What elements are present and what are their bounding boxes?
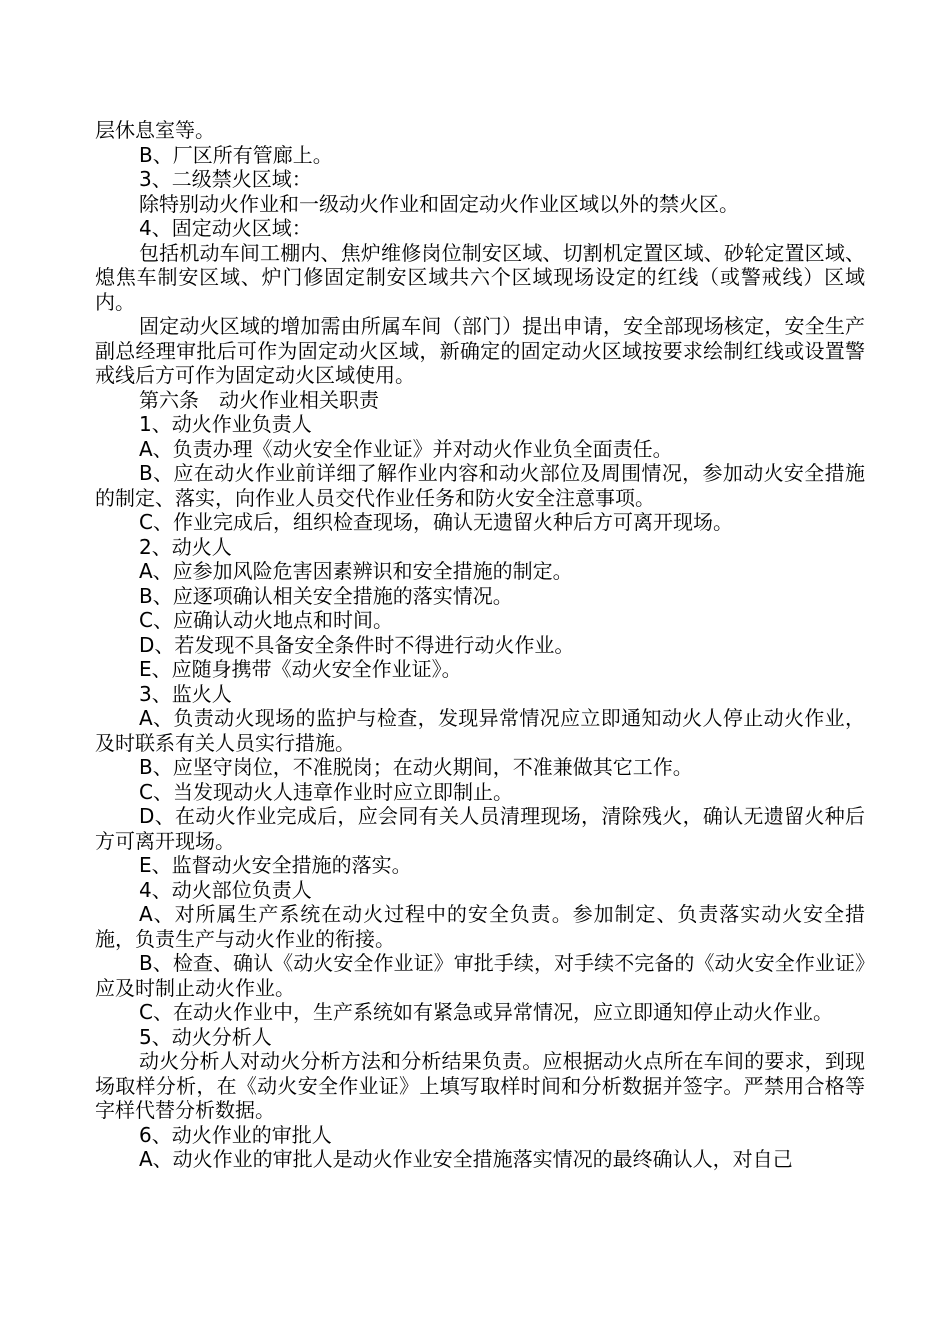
section-heading-analyst: 5、动火分析人 bbox=[139, 1024, 272, 1049]
list-item: D、在动火作业完成后，应会同有关人员清理现场，清除残火，确认无遗留火种后方可离开现场。 bbox=[95, 804, 865, 853]
list-item: C、在动火作业中，生产系统如有紧急或异常情况，应立即通知停止动火作业。 bbox=[139, 1000, 833, 1024]
section-heading-work-leader: 1、动火作业负责人 bbox=[139, 412, 312, 436]
list-item: E、应随身携带《动火安全作业证》。 bbox=[139, 657, 462, 681]
list-item: B、应在动火作业前详细了解作业内容和动火部位及周围情况，参加动火安全措施的制定、落实，向作业人员交代作业任务和防火安全注意事项。 bbox=[95, 461, 865, 510]
list-item: C、当发现动火人违章作业时应立即制止。 bbox=[139, 779, 513, 804]
section-heading-level2-zone: 3、二级禁火区域： bbox=[139, 167, 312, 191]
document-page bbox=[95, 118, 865, 1172]
paragraph-continuation: 层休息室等。 bbox=[95, 118, 215, 142]
paragraph-fixed-zone-list: 包括机动车间工棚内、焦炉维修岗位制安区域、切割机定置区域、砂轮定置区域、熄焦车制安区域、炉门修固定制安区域共六个区域现场设定的红线（或警戒线）区域内。 bbox=[95, 240, 865, 314]
list-item: A、应参加风险危害因素辨识和安全措施的制定。 bbox=[139, 559, 573, 583]
list-item: E、监督动火安全措施的落实。 bbox=[139, 853, 412, 877]
article-heading-six: 第六条 动火作业相关职责 bbox=[139, 387, 379, 412]
list-item: B、应逐项确认相关安全措施的落实情况。 bbox=[139, 583, 513, 608]
list-item: C、作业完成后，组织检查现场，确认无遗留火种后方可离开现场。 bbox=[139, 510, 733, 534]
list-item: B、检查、确认《动火安全作业证》审批手续，对手续不完备的《动火安全作业证》应及时制止动火作业。 bbox=[95, 951, 865, 1000]
list-item: A、动火作业的审批人是动火作业安全措施落实情况的最终确认人，对自己 bbox=[139, 1147, 793, 1171]
paragraph-analyst-duty: 动火分析人对动火分析方法和分析结果负责。应根据动火点所在车间的要求，到现场取样分析，在《动火安全作业证》上填写取样时间和分析数据并签字。严禁用合格等字样代替分析数据。 bbox=[95, 1049, 865, 1122]
list-item: D、若发现不具备安全条件时不得进行动火作业。 bbox=[139, 632, 575, 657]
list-item: A、负责办理《动火安全作业证》并对动火作业负全面责任。 bbox=[139, 436, 673, 461]
section-heading-fire-watcher: 3、监火人 bbox=[139, 681, 232, 706]
section-heading-fire-worker: 2、动火人 bbox=[139, 534, 232, 559]
section-heading-approver: 6、动火作业的审批人 bbox=[139, 1122, 332, 1147]
list-item: A、负责动火现场的监护与检查，发现异常情况应立即通知动火人停止动火作业，及时联系有关人员实行措施。 bbox=[95, 706, 865, 755]
list-item: B、应坚守岗位，不准脱岗；在动火期间，不准兼做其它工作。 bbox=[139, 755, 693, 779]
list-item: A、对所属生产系统在动火过程中的安全负责。参加制定、负责落实动火安全措施，负责生产与动火作业的衔接。 bbox=[95, 902, 865, 951]
section-heading-site-leader: 4、动火部位负责人 bbox=[139, 877, 312, 902]
list-item-b-pipe-gallery: B、厂区所有管廊上。 bbox=[139, 142, 333, 167]
paragraph-fixed-zone-addition: 固定动火区域的增加需由所属车间（部门）提出申请，安全部现场核定，安全生产副总经理审批后可作为固定动火区域，新确定的固定动火区域按要求绘制红线或设置警戒线后方可作为固定动火区域使用。 bbox=[95, 314, 865, 387]
section-heading-fixed-zone: 4、固定动火区域： bbox=[139, 216, 312, 240]
paragraph-level2-zone: 除特别动火作业和一级动火作业和固定动火作业区域以外的禁火区。 bbox=[139, 191, 739, 216]
list-item: C、应确认动火地点和时间。 bbox=[139, 608, 393, 632]
